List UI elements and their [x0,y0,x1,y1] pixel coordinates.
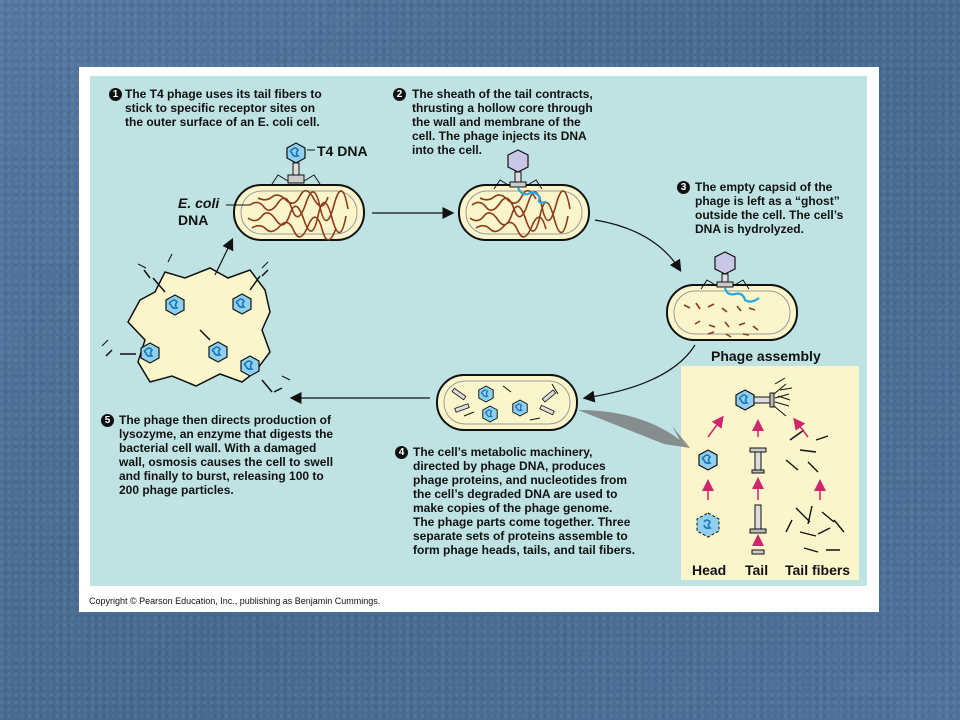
step-1-badge: 1 [109,88,122,101]
head-label: Head [692,562,727,578]
step-4-badge: 4 [395,446,408,459]
cell-stage-4 [437,375,577,430]
step-5-text: The phage then directs production of lysozyme, an enzyme that digests the bacterial cell wall. With a damaged wall, osmosis causes the cell to swell and finally to burst, releasing 100 to 200 phage particles. [119,413,334,497]
t4-dna-label: T4 DNA [317,143,368,159]
tail-label: Tail [745,562,769,578]
cell-stage-2 [459,150,589,240]
step-2-badge: 2 [393,88,406,101]
step-5-badge: 5 [101,414,114,427]
step-2-text: The sheath of the tail contracts, thrusting a hollow core through the wall and membrane of the cell. The phage injects its DNA into the cell. [412,87,593,157]
phage-assembly-title: Phage assembly [711,348,821,364]
assembly-zoom-arrow [578,410,690,448]
step-1-text: The T4 phage uses its tail fibers to stick to specific receptor sites on the outer surface of an E. coli cell. [125,87,322,129]
cell-stage-3 [667,252,797,340]
dna-label: DNA [178,212,209,228]
step-3-text: The empty capsid of the phage is left as a “ghost” outside the cell. The cell’s DNA is hydrolyzed. [695,180,844,236]
cell-stage-5-burst [102,254,290,392]
step-3-badge: 3 [677,181,690,194]
ecoli-label: E. coli [178,195,220,211]
tail-fibers-label: Tail fibers [785,562,851,578]
assembly-diagram [697,378,844,554]
copyright-notice: Copyright © Pearson Education, Inc., publishing as Benjamin Cummings. [89,596,381,606]
step-4-text: The cell’s metabolic machinery, directed by phage DNA, produces phage proteins, and nucleotides from the cell’s degraded DNA are used to make copies of the phage genome. The phage parts come together. Three separate sets of proteins assemble to form phage heads, tails, and tail fibers. [413,445,636,557]
